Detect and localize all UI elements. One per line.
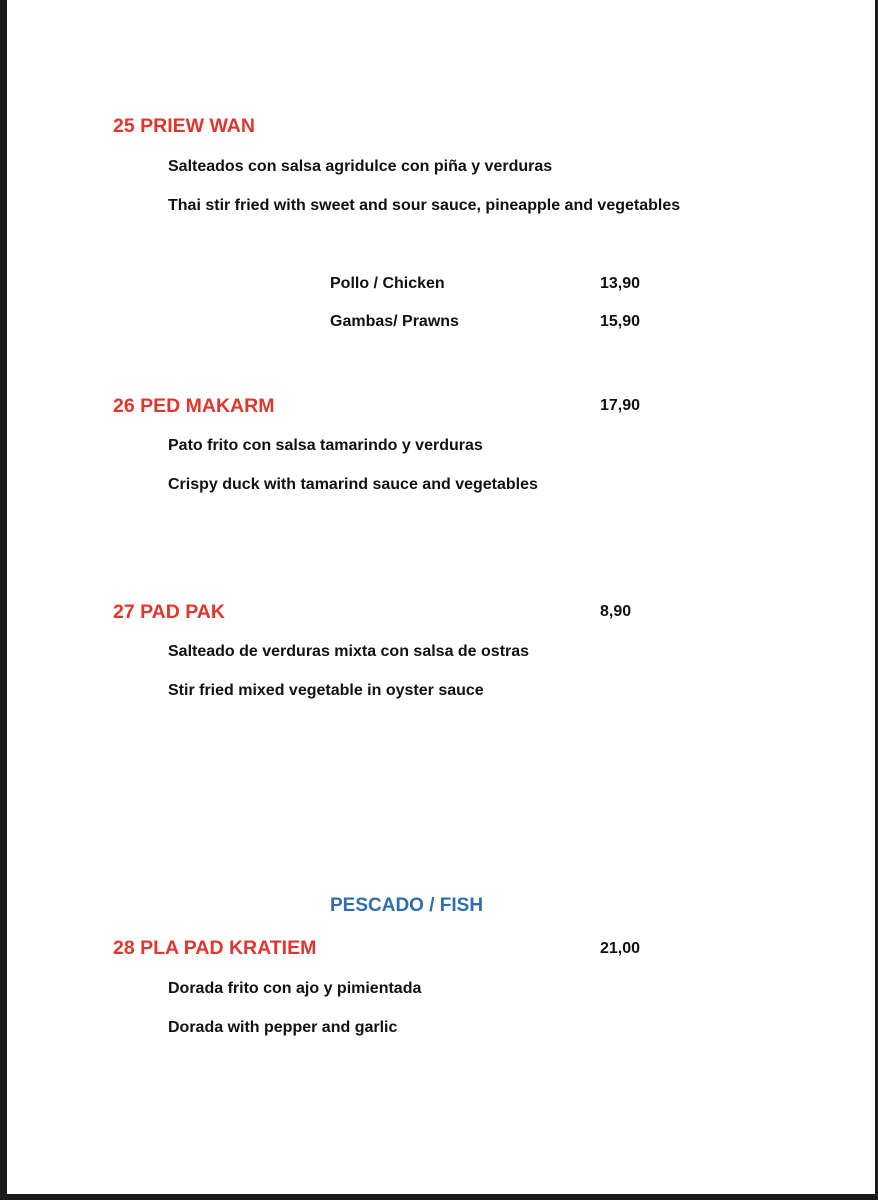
dish-description-es-26: Pato frito con salsa tamarindo y verduras — [168, 437, 483, 454]
option-label-prawns: Gambas/ Prawns — [330, 313, 459, 330]
option-price-chicken: 13,90 — [600, 275, 641, 292]
page-left-border — [0, 0, 7, 1200]
option-price-prawns: 15,90 — [600, 313, 641, 330]
dish-description-es-25: Salteados con salsa agridulce con piña y verduras — [168, 158, 553, 175]
option-label-chicken: Pollo / Chicken — [330, 275, 445, 292]
dish-description-en-26: Crispy duck with tamarind sauce and vegetables — [168, 476, 538, 493]
dish-description-en-27: Stir fried mixed vegetable in oyster sauce — [168, 682, 484, 699]
dish-price-26: 17,90 — [600, 397, 641, 414]
menu-page — [7, 0, 875, 1194]
dish-description-en-25: Thai stir fried with sweet and sour sauce, pineapple and vegetables — [168, 197, 681, 214]
dish-price-28: 21,00 — [600, 940, 641, 957]
dish-title-27: 27 PAD PAK — [113, 601, 225, 623]
dish-title-25: 25 PRIEW WAN — [113, 115, 255, 137]
page-bottom-border — [0, 1194, 878, 1200]
section-heading-fish: PESCADO / FISH — [330, 895, 484, 916]
dish-description-es-27: Salteado de verduras mixta con salsa de ostras — [168, 643, 530, 660]
dish-title-26: 26 PED MAKARM — [113, 395, 275, 417]
dish-price-27: 8,90 — [600, 603, 632, 620]
dish-description-en-28: Dorada with pepper and garlic — [168, 1019, 398, 1036]
dish-title-28: 28 PLA PAD KRATIEM — [113, 937, 317, 959]
dish-description-es-28: Dorada frito con ajo y pimientada — [168, 980, 422, 997]
